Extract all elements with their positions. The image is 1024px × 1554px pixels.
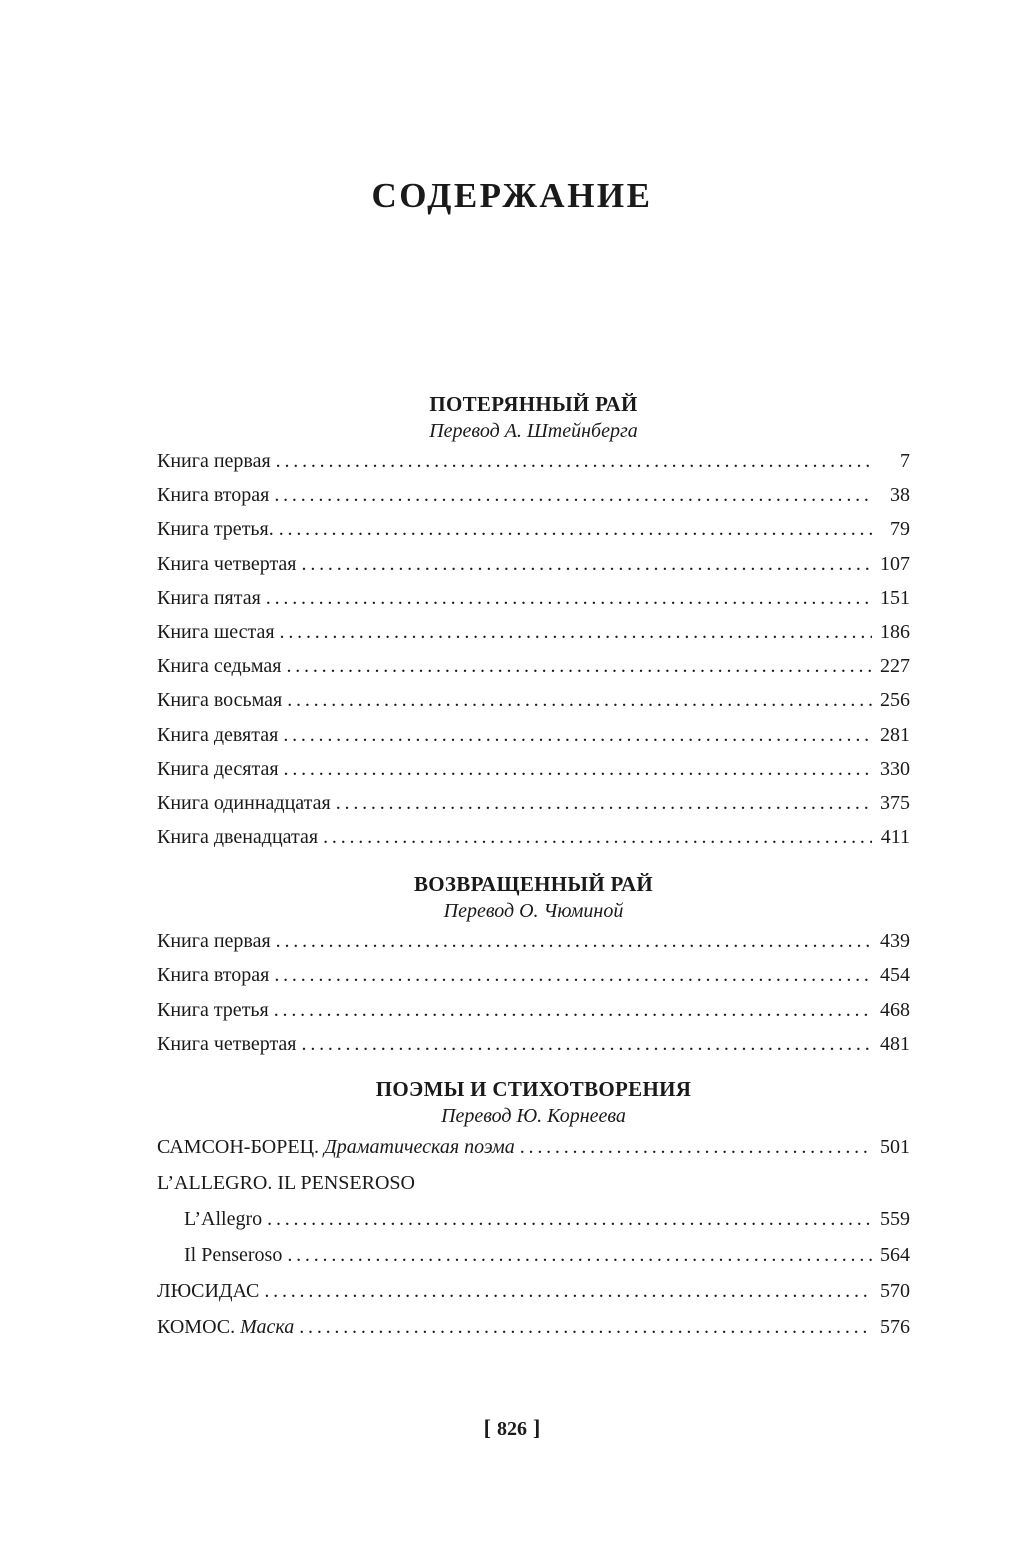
page-number: 576 [880, 1316, 910, 1338]
entry-label: Книга двенадцатая [157, 826, 319, 849]
section-title: ПОТЕРЯННЫЙ РАЙ [429, 392, 638, 416]
toc-entry[interactable] [157, 683, 910, 717]
page-number: 281 [880, 723, 910, 746]
dot-leader [302, 547, 872, 581]
section-translator: Перевод Ю. Корнеева [441, 1105, 626, 1127]
toc-entry[interactable] [157, 478, 910, 512]
page-number: 79 [890, 518, 910, 541]
dot-leader [520, 1129, 872, 1165]
entry-label: Книга первая [157, 450, 271, 472]
toc-entry[interactable] [157, 1309, 910, 1345]
entry-label: Книга седьмая [157, 655, 282, 678]
entry-label: Книга пятая [157, 586, 261, 609]
toc-entry[interactable] [157, 581, 910, 615]
dot-leader [284, 752, 872, 786]
page-number: 107 [880, 552, 910, 575]
entry-label: Книга девятая [157, 723, 279, 746]
entry-label: Книга третья. [157, 518, 274, 541]
dot-leader [280, 615, 872, 649]
entry-label: Книга первая [157, 930, 271, 953]
entry-label: L’Allegro [184, 1208, 263, 1230]
dot-leader [336, 786, 872, 820]
folio-number: 826 [497, 1418, 527, 1440]
page-number: 227 [880, 655, 910, 678]
dot-leader [323, 820, 872, 854]
toc-entry[interactable] [157, 649, 910, 683]
toc-entry[interactable] [157, 615, 910, 649]
page-number: 559 [880, 1208, 910, 1230]
page-number: 481 [880, 1032, 910, 1055]
dot-leader [266, 581, 872, 615]
toc-entry[interactable] [157, 786, 910, 820]
toc-entry[interactable] [157, 993, 910, 1027]
section-translator: Перевод О. Чюминой [443, 900, 624, 923]
toc-entry[interactable] [157, 718, 910, 752]
section-title: ВОЗВРАЩЕННЫЙ РАЙ [413, 872, 654, 897]
entry-label-main: САМСОН-БОРЕЦ. [157, 1136, 320, 1158]
entry-label: Книга десятая [157, 757, 279, 780]
page-number: 501 [880, 1136, 910, 1158]
toc-entry[interactable] [157, 924, 910, 958]
page-number: 570 [880, 1280, 910, 1302]
dot-leader [276, 924, 872, 958]
toc-entry[interactable] [157, 1129, 910, 1165]
section-header [157, 1075, 910, 1129]
page-number: 468 [880, 998, 910, 1021]
dot-leader [286, 649, 872, 683]
page-number: 330 [880, 757, 910, 780]
toc-entry[interactable] [157, 1027, 910, 1061]
dot-leader [302, 1027, 872, 1061]
entry-label: Книга шестая [157, 620, 275, 643]
entry-label: Книга четвертая [157, 1032, 297, 1055]
page-number: 151 [880, 586, 910, 609]
group-heading: L’ALLEGRO. IL PENSEROSO [157, 1172, 415, 1194]
dot-leader [276, 444, 872, 478]
entry-label: Книга вторая [157, 964, 270, 987]
dot-leader [279, 512, 872, 546]
table-of-contents [157, 390, 910, 1345]
dot-leader [274, 478, 872, 512]
toc-entry[interactable] [157, 512, 910, 546]
entry-label-italic: Драматическая поэма [324, 1136, 515, 1158]
dot-leader [274, 993, 872, 1027]
dot-leader [283, 718, 872, 752]
toc-entry[interactable] [157, 1237, 910, 1273]
entry-label [157, 1129, 515, 1165]
entry-label: ЛЮСИДАС [157, 1280, 260, 1302]
toc-entry[interactable] [157, 444, 910, 478]
toc-entry[interactable] [157, 820, 910, 854]
toc-entry[interactable] [157, 1201, 910, 1237]
folio-bracket-close: ] [533, 1415, 541, 1440]
page-number: 38 [890, 484, 910, 507]
entry-label: Il Penseroso [184, 1244, 283, 1266]
dot-leader [264, 1273, 872, 1309]
page-number: 7 [900, 450, 910, 472]
dot-leader [287, 1237, 872, 1273]
toc-entry[interactable] [157, 958, 910, 992]
page-number: 454 [880, 964, 910, 987]
page-title: СОДЕРЖАНИЕ [371, 176, 653, 215]
section-header [157, 390, 910, 444]
entry-label-italic: Маска [240, 1316, 295, 1338]
toc-entry[interactable] [157, 1273, 910, 1309]
toc-entry[interactable] [157, 752, 910, 786]
entry-label: Книга четвертая [157, 552, 297, 575]
dot-leader [267, 1201, 872, 1237]
entry-label-main: КОМОС. [157, 1316, 236, 1338]
page-number: 411 [880, 826, 910, 849]
section-header [157, 870, 910, 924]
toc-entry[interactable] [157, 547, 910, 581]
page-folio [0, 1413, 1024, 1444]
entry-label [157, 1309, 294, 1345]
entry-label: Книга вторая [157, 484, 270, 507]
page-number: 256 [880, 689, 910, 712]
entry-label: Книга восьмая [157, 689, 283, 712]
page-number: 439 [880, 930, 910, 953]
page-number: 186 [880, 620, 910, 643]
section-translator: Перевод А. Штейнберга [429, 420, 638, 442]
folio-bracket-open: [ [483, 1415, 491, 1440]
dot-leader [274, 958, 872, 992]
entry-label: Книга одиннадцатая [157, 791, 331, 814]
dot-leader [299, 1309, 872, 1345]
dot-leader [287, 683, 872, 717]
entry-label: Книга третья [157, 998, 269, 1021]
page-number: 564 [880, 1244, 910, 1266]
page-number: 375 [880, 791, 910, 814]
section-title: ПОЭМЫ И СТИХОТВОРЕНИЯ [375, 1077, 692, 1101]
